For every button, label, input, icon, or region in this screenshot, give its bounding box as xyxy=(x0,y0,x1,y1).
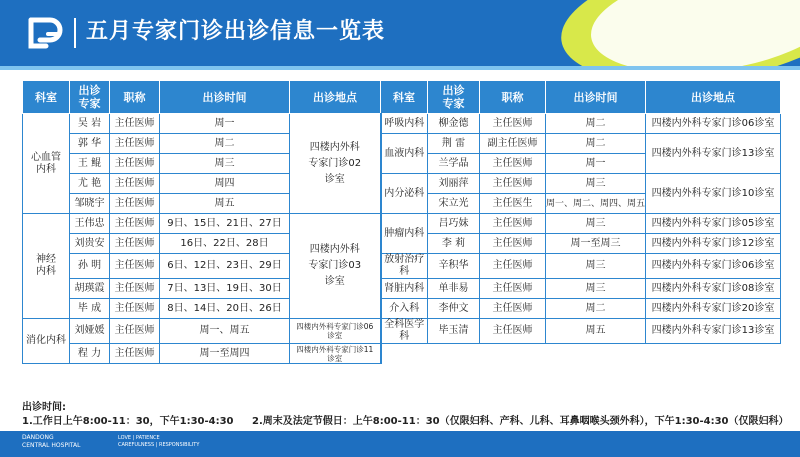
title-cell: 主任医师 xyxy=(110,174,160,194)
dept-cell: 消化内科 xyxy=(23,319,70,364)
location-cell: 四楼内外科专家门诊12诊室 xyxy=(646,234,781,254)
time-cell: 6日、12日、23日、29日 xyxy=(160,254,290,279)
doctor-cell: 刘贵安 xyxy=(70,234,110,254)
doctor-cell: 程 力 xyxy=(70,344,110,364)
footer-heading: 出诊时间: xyxy=(22,402,66,413)
hospital-name-line1: DANDONG xyxy=(22,434,54,441)
table-row xyxy=(23,254,781,279)
col-header-title: 职称 xyxy=(480,81,546,114)
time-cell: 周三 xyxy=(546,279,646,299)
doctor-cell: 宋立光 xyxy=(428,194,480,214)
empty-cell xyxy=(480,344,546,364)
table-row xyxy=(23,114,781,134)
location-cell: 四楼内外科专家门诊11诊室 xyxy=(290,344,381,364)
col-header-doctor: 出诊专家 xyxy=(428,81,480,114)
dept-cell: 介入科 xyxy=(381,299,428,319)
time-cell: 周二 xyxy=(546,299,646,319)
title-cell: 主任医师 xyxy=(110,194,160,214)
table-row xyxy=(23,344,781,364)
location-cell: 四楼内外科专家门诊03诊室 xyxy=(290,214,381,319)
dept-cell: 放射治疗科 xyxy=(381,254,428,279)
empty-cell xyxy=(646,344,781,364)
doctor-cell: 胡瑛霞 xyxy=(70,279,110,299)
time-cell: 周二 xyxy=(546,134,646,154)
title-cell: 主任医师 xyxy=(110,214,160,234)
doctor-cell: 刘娅媛 xyxy=(70,319,110,344)
title-cell: 主任医师 xyxy=(110,344,160,364)
dept-cell: 血液内科 xyxy=(381,134,428,174)
schedule-table xyxy=(22,80,781,364)
doctor-cell: 邹晓宇 xyxy=(70,194,110,214)
title-cell: 副主任医师 xyxy=(480,134,546,154)
time-cell: 周一、周五 xyxy=(160,319,290,344)
title-cell: 主任医师 xyxy=(480,319,546,344)
location-cell: 四楼内外科专家门诊13诊室 xyxy=(646,319,781,344)
footer-note-1: 1.工作日上午8:00-11：30，下午1:30-4:30 xyxy=(22,416,234,427)
title-cell: 主任医师 xyxy=(110,299,160,319)
time-cell: 周二 xyxy=(546,114,646,134)
footer-bar xyxy=(0,431,800,457)
doctor-cell: 李 莉 xyxy=(428,234,480,254)
time-cell: 周三 xyxy=(546,254,646,279)
col-header-dept: 科室 xyxy=(23,81,70,114)
location-cell: 四楼内外科专家门诊08诊室 xyxy=(646,279,781,299)
title-cell: 主任医师 xyxy=(480,174,546,194)
doctor-cell: 毕玉清 xyxy=(428,319,480,344)
title-cell: 主任医师 xyxy=(110,114,160,134)
time-cell: 周三 xyxy=(546,174,646,194)
location-cell: 四楼内外科专家门诊02诊室 xyxy=(290,114,381,214)
hospital-motto xyxy=(118,435,199,449)
doctor-cell: 单非易 xyxy=(428,279,480,299)
time-cell: 周一至周四 xyxy=(160,344,290,364)
location-cell: 四楼内外科专家门诊06诊室 xyxy=(646,254,781,279)
time-cell: 周一 xyxy=(546,154,646,174)
header-divider xyxy=(74,18,76,48)
time-cell: 周二 xyxy=(160,134,290,154)
doctor-cell: 王 鲲 xyxy=(70,154,110,174)
location-cell: 四楼内外科专家门诊06诊室 xyxy=(290,319,381,344)
hospital-logo-icon xyxy=(26,14,64,52)
location-cell: 四楼内外科专家门诊13诊室 xyxy=(646,134,781,174)
doctor-cell: 王伟忠 xyxy=(70,214,110,234)
col-header-location: 出诊地点 xyxy=(646,81,781,114)
motto-line1: LOVE | PATIENCE xyxy=(118,435,160,441)
title-cell: 主任医师 xyxy=(110,254,160,279)
table-row xyxy=(23,214,781,234)
col-header-doctor: 出诊专家 xyxy=(70,81,110,114)
location-cell: 四楼内外科专家门诊20诊室 xyxy=(646,299,781,319)
title-cell: 主任医生 xyxy=(480,194,546,214)
footer-notes xyxy=(22,398,789,427)
time-cell: 16日、22日、28日 xyxy=(160,234,290,254)
title-cell: 主任医师 xyxy=(110,234,160,254)
hospital-name-line2: CENTRAL HOSPITAL xyxy=(22,442,81,449)
title-cell: 主任医师 xyxy=(110,319,160,344)
decorative-swoosh-light xyxy=(584,0,800,66)
empty-cell xyxy=(381,344,428,364)
dept-cell: 神经内科 xyxy=(23,214,70,319)
col-header-time: 出诊时间 xyxy=(546,81,646,114)
title-cell: 主任医师 xyxy=(110,154,160,174)
location-cell: 四楼内外科专家门诊10诊室 xyxy=(646,174,781,214)
col-header-time: 出诊时间 xyxy=(160,81,290,114)
table-row xyxy=(23,279,781,299)
dept-cell: 全科医学科 xyxy=(381,319,428,344)
doctor-cell: 刘丽萍 xyxy=(428,174,480,194)
time-cell: 周五 xyxy=(160,194,290,214)
location-cell: 四楼内外科专家门诊05诊室 xyxy=(646,214,781,234)
title-cell: 主任医师 xyxy=(480,254,546,279)
time-cell: 9日、15日、21日、27日 xyxy=(160,214,290,234)
banner xyxy=(0,0,800,66)
time-cell: 周一 xyxy=(160,114,290,134)
table-row xyxy=(23,299,781,319)
doctor-cell: 柳金德 xyxy=(428,114,480,134)
location-cell: 四楼内外科专家门诊06诊室 xyxy=(646,114,781,134)
doctor-cell: 吴 岩 xyxy=(70,114,110,134)
table-row xyxy=(23,174,781,194)
time-cell: 8日、14日、20日、26日 xyxy=(160,299,290,319)
doctor-cell: 李仲文 xyxy=(428,299,480,319)
time-cell: 周三 xyxy=(546,214,646,234)
header-accent-bar xyxy=(0,66,800,70)
doctor-cell: 辛积华 xyxy=(428,254,480,279)
dept-cell: 呼吸内科 xyxy=(381,114,428,134)
table-row xyxy=(23,319,781,344)
col-header-dept: 科室 xyxy=(381,81,428,114)
time-cell: 周一至周三 xyxy=(546,234,646,254)
doctor-cell: 毕 成 xyxy=(70,299,110,319)
title-cell: 主任医师 xyxy=(480,279,546,299)
col-header-location: 出诊地点 xyxy=(290,81,381,114)
empty-cell xyxy=(546,344,646,364)
time-cell: 周三 xyxy=(160,154,290,174)
hospital-name xyxy=(22,434,81,450)
dept-cell: 心血管内科 xyxy=(23,114,70,214)
table-header-row xyxy=(23,81,781,114)
title-cell: 主任医师 xyxy=(110,279,160,299)
empty-cell xyxy=(428,344,480,364)
title-cell: 主任医师 xyxy=(480,299,546,319)
title-cell: 主任医师 xyxy=(480,114,546,134)
dept-cell: 内分泌科 xyxy=(381,174,428,214)
footer-note-2: 2.周末及法定节假日：上午8:00-11：30（仅限妇科、产科、儿科、耳鼻咽喉头颈外科），下午1:30-4:30（仅限妇科） xyxy=(252,416,789,427)
motto-line2: CAREFULNESS | RESPONSIBILITY xyxy=(118,442,200,448)
time-cell: 周四 xyxy=(160,174,290,194)
doctor-cell: 兰学晶 xyxy=(428,154,480,174)
page-title: 五月专家门诊出诊信息一览表 xyxy=(86,19,386,44)
doctor-cell: 吕巧妹 xyxy=(428,214,480,234)
doctor-cell: 荆 雷 xyxy=(428,134,480,154)
time-cell: 周一、周二、周四、周五 xyxy=(546,194,646,214)
doctor-cell: 郭 华 xyxy=(70,134,110,154)
title-cell: 主任医师 xyxy=(110,134,160,154)
title-cell: 主任医师 xyxy=(480,214,546,234)
dept-cell: 肿瘤内科 xyxy=(381,214,428,254)
time-cell: 7日、13日、19日、30日 xyxy=(160,279,290,299)
time-cell: 周五 xyxy=(546,319,646,344)
dept-cell: 肾脏内科 xyxy=(381,279,428,299)
doctor-cell: 尤 艳 xyxy=(70,174,110,194)
title-cell: 主任医师 xyxy=(480,234,546,254)
title-cell: 主任医师 xyxy=(480,154,546,174)
doctor-cell: 孙 明 xyxy=(70,254,110,279)
table-row xyxy=(23,134,781,154)
col-header-title: 职称 xyxy=(110,81,160,114)
